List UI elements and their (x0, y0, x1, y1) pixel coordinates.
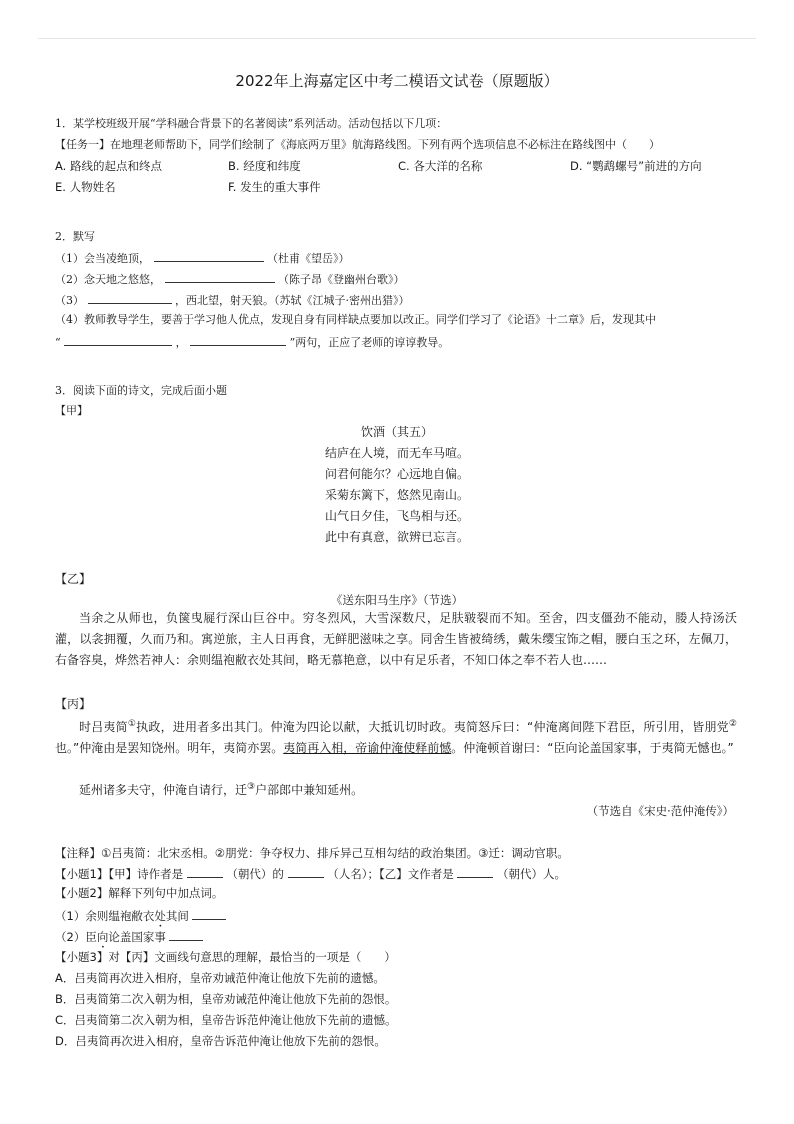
bing-text-2: 执政，进用者多出其门。仲淹为四论以献，大抵讥切时政。夷简怒斥曰：“仲淹离间陛下君臣，所引用，皆朋党 (136, 720, 729, 734)
sq2-2-dotted-word: 向 (96, 930, 109, 944)
q3-label-jia: 【甲】 (55, 404, 88, 417)
sub-question-2-item-2 (55, 929, 203, 951)
q2-blank-5[interactable] (190, 334, 286, 346)
bing-passage-1 (55, 714, 737, 759)
note-marker-1: ① (127, 719, 137, 729)
poem-line-1: 结庐在人境，而无车马喧。 (324, 446, 469, 460)
sq2-blank-2[interactable] (169, 929, 203, 941)
q2-line-5-text: ”两句，正应了老师的谆谆教导。 (289, 336, 450, 349)
q1-task: 【任务一】在地理老师帮助下，同学们绘制了《海底两万里》航海路线图。下列有两个选项信息不必标注在路线图中（ ） (55, 138, 660, 151)
q1-stem: 1．某学校班级开展“学科融合背景下的名著阅读”系列活动。活动包括以下几项： (55, 117, 448, 130)
q2-line-3-text: ，西北望，射天狼。（苏轼《江城子·密州出猎》） (175, 294, 410, 307)
q2-line-3-label: （3） (55, 294, 84, 307)
q2-line-2-text: （2）念天地之悠悠， (55, 273, 161, 286)
q3-label-bing: 【丙】 (55, 697, 92, 711)
bing-text-6: 户部郎中兼知延州。 (255, 783, 364, 797)
bing-source: （节选自《宋史·范仲淹传》） (586, 804, 734, 818)
poem-line-3: 采菊东篱下，悠然见南山。 (324, 488, 469, 502)
q2-blank-3[interactable] (88, 292, 172, 304)
yi-passage: 当余之从师也，负箧曳屣行深山巨谷中。穷冬烈风，大雪深数尺，足肤皲裂而不知。至舍，四支僵劲不能动，媵人持汤沃灌，以衾拥覆，久而乃和。寓逆旅，主人日再食，无鲜肥滋味之享。同舍生皆被绮绣，戴朱缨宝饰之帽，腰白玉之环，左佩刀，右备容臭，烨然若神人：余则缊袍敝衣处其间，略无慕艳意，以中有足乐者，不知口体之奉不若人也…… (55, 611, 737, 667)
q2-line-5-open-quote: “ (55, 336, 61, 349)
q2-blank-2[interactable] (165, 271, 275, 283)
q3-label-yi: 【乙】 (55, 572, 92, 586)
bing-passage-2 (55, 777, 737, 801)
top-divider (38, 38, 756, 39)
q1-option-d: D. “鹦鹉螺号”前进的方向 (570, 159, 702, 173)
sub-question-2-item-1 (55, 908, 226, 930)
sq3-option-a: A．吕夷简再次进入相府，皇帝劝诫范仲淹让他放下先前的遗憾。 (55, 971, 385, 985)
sq1-blank-3[interactable] (457, 866, 493, 878)
note-marker-3: ③ (247, 782, 256, 792)
q2-line-5-comma: ， (175, 336, 187, 349)
sub-question-3: 【小题3】对【丙】文画线句意思的理解，最恰当的一项是（ ） (55, 950, 396, 964)
q1-option-a: A. 路线的起点和终点 (55, 159, 162, 173)
q2-line-1-source: （杜甫《望岳》） (267, 252, 350, 265)
bing-text-1: 时吕夷简 (79, 720, 128, 734)
sub-question-1 (55, 866, 566, 881)
q3-stem: 3．阅读下面的诗文，完成后面小题 (55, 384, 227, 397)
q1-option-e: E. 人物姓名 (55, 180, 116, 194)
sq3-option-c: C．吕夷简第二次入朝为相，皇帝告诉范仲淹让他放下先前的遗憾。 (55, 1013, 397, 1027)
sq2-2-text-b: 论盖国家事 (108, 930, 166, 944)
q2-line-2-source: （陈子昂《登幽州台歌》） (278, 273, 405, 286)
sq1-blank-1[interactable] (187, 866, 223, 878)
sub-question-2: 【小题2】解释下列句中加点词。 (55, 886, 224, 900)
poem-line-2: 问君何能尔？心远地自偏。 (324, 467, 469, 481)
sq3-option-b: B．吕夷简第二次入朝为相，皇帝劝诫范仲淹让他放下先前的怨恨。 (55, 992, 397, 1006)
sq2-1-text-b: 其间 (165, 909, 189, 923)
q2-line-4: （4）教师教导学生，要善于学习他人优点，发现自身有同样缺点要加以改正。同学们学习了《论语》十二章》后，发现其中 (55, 313, 656, 326)
q2-line-2 (55, 271, 405, 287)
sq1-text-d: （朝代）人。 (497, 867, 567, 881)
q1-option-c: C. 各大洋的名称 (398, 159, 483, 173)
page-title: 2022年上海嘉定区中考二模语文试卷（原题版） (235, 72, 559, 90)
sq2-2-text-a: （2）臣 (55, 930, 97, 944)
note-marker-2: ② (728, 719, 737, 729)
sq2-1-text-a: （1）余则缊袍敝衣 (55, 909, 155, 923)
poem-line-4: 山气日夕佳，飞鸟相与还。 (324, 509, 469, 523)
bing-text-5: 延州诸多夫守，仲淹自请行，迁 (79, 783, 248, 797)
sq1-text-b: （朝代）的 (226, 867, 284, 881)
q2-blank-1[interactable] (154, 250, 264, 262)
poem-title: 饮酒（其五） (360, 425, 433, 439)
q1-option-b: B. 经度和纬度 (228, 159, 301, 173)
bing-text-3: 也。”仲淹由是罢知饶州。明年，夷简亦罢。 (55, 741, 284, 755)
bing-text-4: 。仲淹顿首谢曰：“臣向论盖国家事，于夷简无憾也。” (451, 741, 734, 755)
poem-line-5: 此中有真意，欲辨已忘言。 (324, 530, 469, 544)
q2-line-1 (55, 250, 350, 266)
q2-line-3 (55, 292, 410, 308)
sq3-option-d: D．吕夷简再次进入相府，皇帝告诉范仲淹让他放下先前的怨恨。 (55, 1034, 386, 1048)
q2-blank-4[interactable] (64, 334, 172, 346)
yi-title: 《送东阳马生序》（节选） (330, 593, 464, 607)
underlined-sentence: 夷简再入相，帝谕仲淹使释前憾 (283, 741, 452, 755)
sq1-text-a: 【小题1】【甲】诗作者是 (55, 867, 184, 881)
sq2-1-dotted-word: 处 (154, 909, 166, 923)
annotation: 【注释】①吕夷简：北宋丞相。②朋党：争夺权力、排斥异己互相勾结的政治集团。③迁：调动官职。 (55, 846, 569, 860)
sq1-text-c: （人名）；【乙】文作者是 (327, 867, 454, 881)
q2-line-5 (55, 334, 449, 350)
q1-option-f: F. 发生的重大事件 (228, 180, 321, 194)
q2-line-1-text: （1）会当凌绝顶， (55, 252, 150, 265)
sq2-blank-1[interactable] (192, 908, 226, 920)
sq1-blank-2[interactable] (288, 866, 324, 878)
q2-stem: 2．默写 (55, 230, 95, 243)
